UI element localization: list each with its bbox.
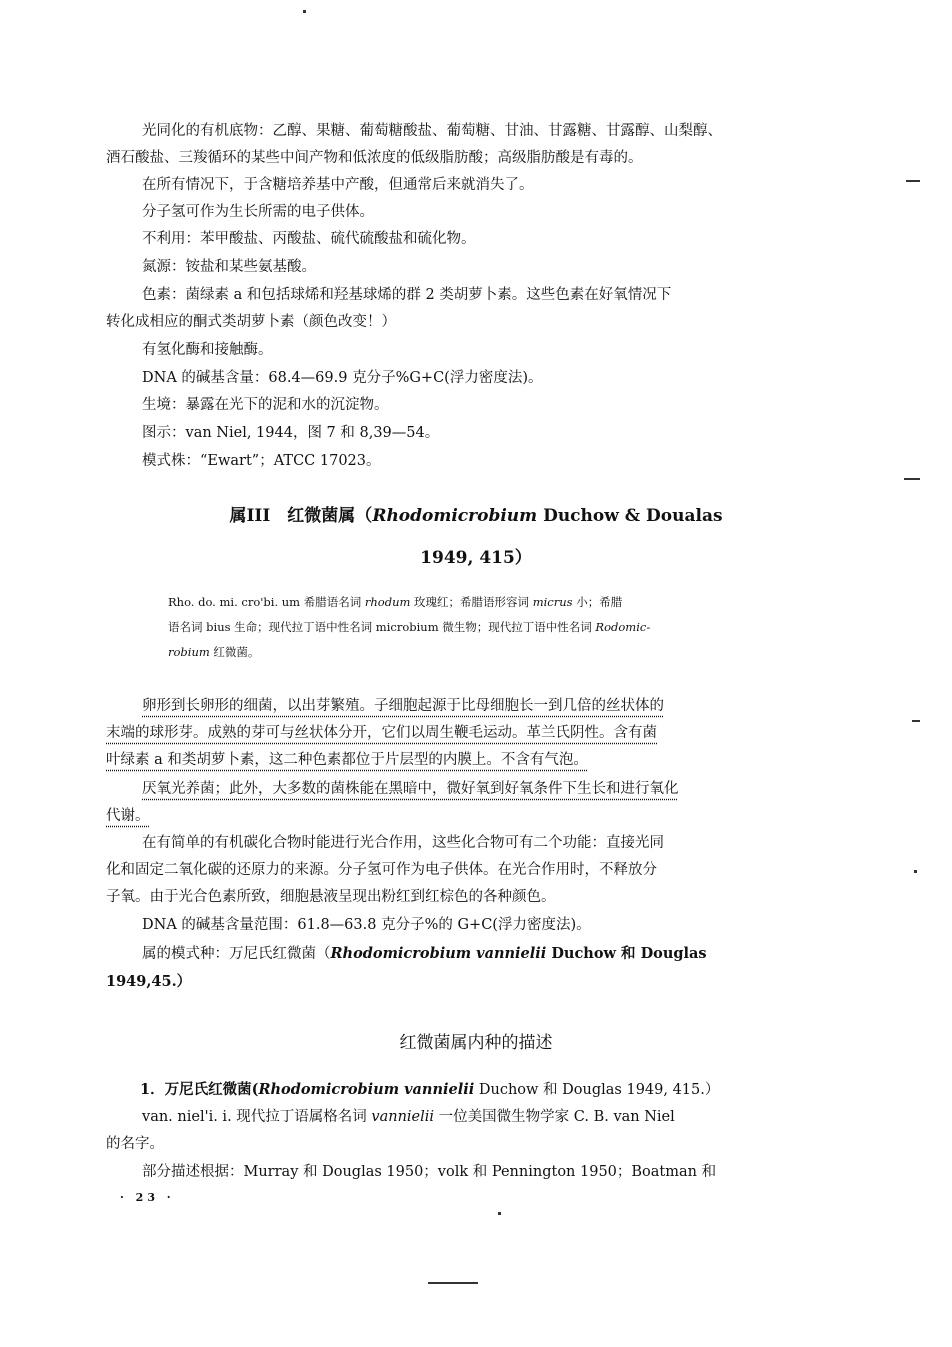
scan-mark (904, 478, 920, 480)
not-utilized-line: 不利用：苯甲酸盐、丙酸盐、硫代硫酸盐和硫化物。 (142, 231, 476, 247)
genus-etymology: Rho. do. mi. cro'bi. um 希腊语名词 rhodum 玫瑰红；希腊语形容词 micrus 小；希腊 语名词 bius 生命；现代拉丁语中性名词 microbium 微生物；现代拉丁语中性名词 Rodomic- robium 红微菌。 (168, 595, 651, 659)
illustration-line: 图示：van Niel, 1944，图 7 和 8,39—54。 (142, 425, 440, 441)
partial-description-basis: 部分描述根据：Murray 和 Douglas 1950；volk 和 Pennington 1950；Boatman 和 (142, 1164, 717, 1180)
genus-description-line8: 子氧。由于光合色素所致，细胞悬液呈现出粉红到红棕色的各种颜色。 (106, 889, 556, 905)
section-heading: 红微菌属内种的描述 (399, 1033, 553, 1053)
photoassimilated-substrates-line1: 光同化的有机底物：乙醇、果糖、葡萄糖酸盐、葡萄糖、甘油、甘露糖、甘露醇、山梨醇、 (142, 123, 722, 139)
scan-mark (912, 720, 920, 722)
scan-speck (498, 1212, 501, 1215)
genus-heading: 属III 红微菌属（Rhodomicrobium Duchow & Doualas (229, 506, 723, 526)
genus-description-line6: 在有简单的有机碳化合物时能进行光合作用，这些化合物可有二个功能：直接光同 (142, 835, 664, 851)
species-etymology: van. niel'i. i. 现代拉丁语属格名词 vannielii 一位美国微生物学家 C. B. van Niel 的名字。 (106, 1109, 675, 1152)
scan-mark (906, 180, 920, 182)
scan-speck (914, 870, 917, 873)
type-species: 属的模式种：万尼氏红微菌（Rhodomicrobium vannielii Duchow 和 Douglas 1949,45.） (106, 945, 707, 990)
genus-heading-year: 1949, 415） (420, 548, 532, 568)
genus-description-line7: 化和固定二氧化碳的还原力的来源。分子氢可作为电子供体。在光合作用时，不释放分 (106, 862, 657, 878)
genus-description-line2: 末端的球形芽。成熟的芽可与丝状体分开，它们以周生鞭毛运动。革兰氏阴性。含有菌 (106, 725, 657, 741)
acid-production-line: 在所有情况下，于含糖培养基中产酸，但通常后来就消失了。 (142, 177, 534, 193)
page-number: · 23 · (120, 1191, 175, 1204)
scan-speck (303, 10, 306, 13)
nitrogen-source-line: 氮源：铵盐和某些氨基酸。 (142, 259, 316, 275)
habitat-line: 生境：暴露在光下的泥和水的沉淀物。 (142, 397, 389, 413)
genus-dna-content: DNA 的碱基含量范围：61.8—63.8 克分子%的 G+C(浮力密度法)。 (142, 917, 591, 933)
enzymes-line: 有氢化酶和接触酶。 (142, 342, 273, 358)
type-strain-line: 模式株：“Ewart”；ATCC 17023。 (142, 453, 381, 469)
dna-content-line: DNA 的碱基含量：68.4—69.9 克分子%G+C(浮力密度法)。 (142, 370, 543, 386)
genus-description-line1: 卵形到长卵形的细菌，以出芽繁殖。子细胞起源于比母细胞长一到几倍的丝状体的 (142, 698, 664, 714)
genus-description-line3: 叶绿素 a 和类胡萝卜素，这二种色素都位于片层型的内膜上。不含有气泡。 (106, 752, 588, 768)
electron-donor-line: 分子氢可作为生长所需的电子供体。 (142, 204, 374, 220)
photoassimilated-substrates-line2: 酒石酸盐、三羧循环的某些中间产物和低浓度的低级脂肪酸；高级脂肪酸是有毒的。 (106, 150, 643, 166)
pigments-line1: 色素：菌绿素 a 和包括球烯和羟基球烯的群 2 类胡萝卜素。这些色素在好氧情况下 (142, 287, 672, 303)
genus-description-line5: 代谢。 (106, 808, 150, 824)
genus-description-line4: 厌氧光养菌；此外，大多数的菌株能在黑暗中，微好氧到好氧条件下生长和进行氧化 (142, 781, 679, 797)
scan-mark (428, 1282, 478, 1284)
species-1-heading: 1．万尼氏红微菌(Rhodomicrobium vannielii Duchow 和 Douglas 1949, 415.） (140, 1081, 720, 1098)
pigments-line2: 转化成相应的酮式类胡萝卜素（颜色改变！） (106, 314, 396, 330)
